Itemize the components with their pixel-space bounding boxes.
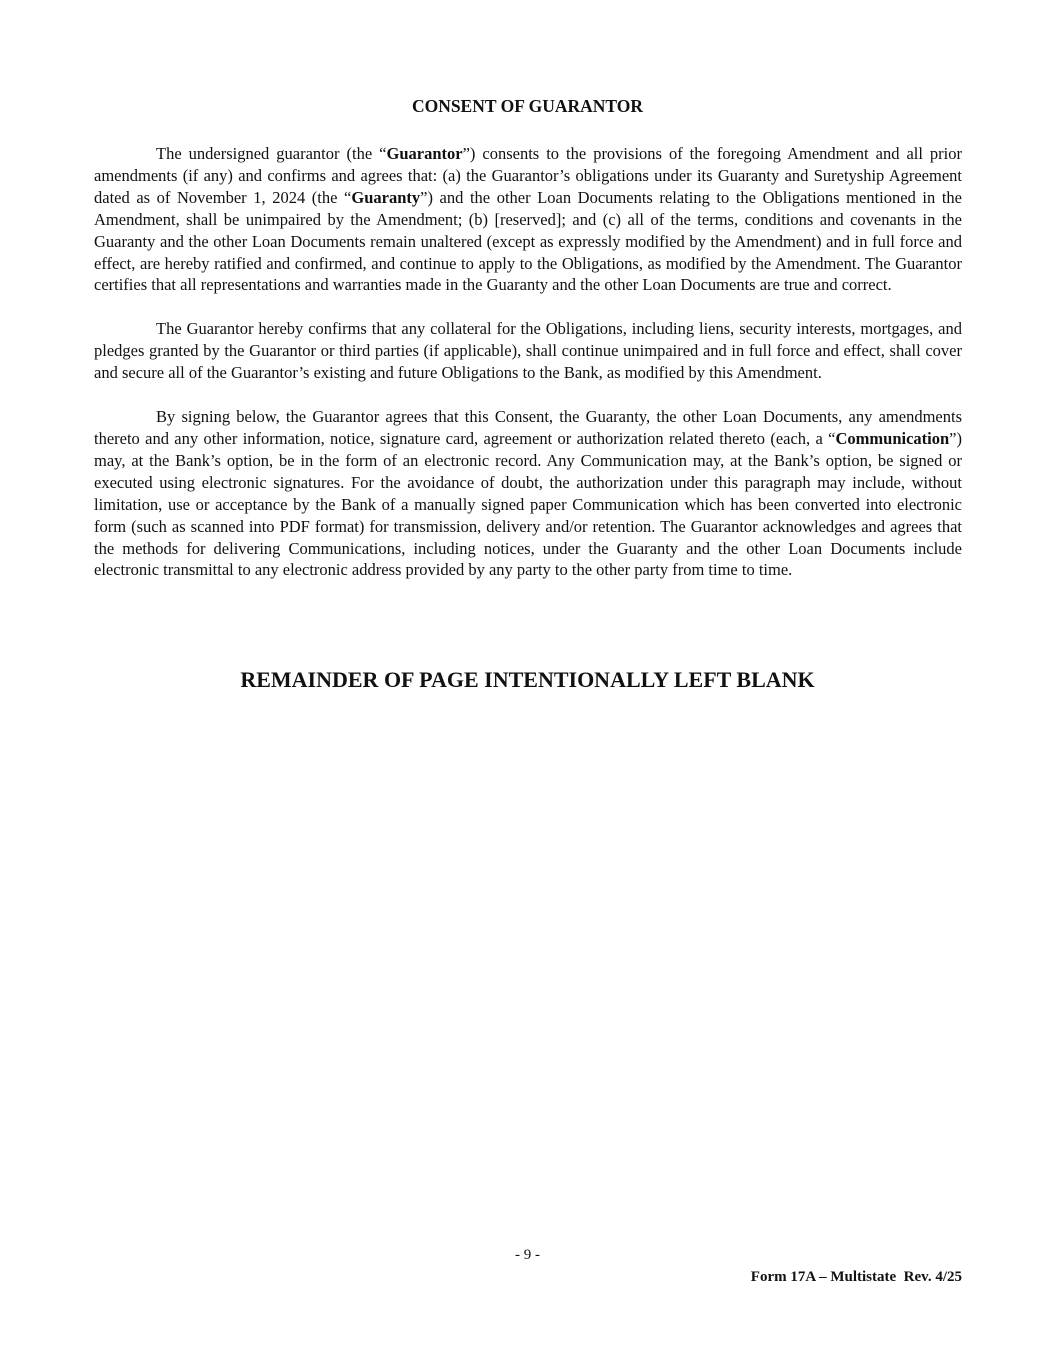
paragraph-collateral: The Guarantor hereby confirms that any collateral for the Obligations, including liens, security interests, mortgages, and pledges granted by the Guarantor or third parties (if applicable), shall continue unimpaired and in full force and effect, shall cover and secure all of the Guarantor’s existing and future Obligations to the Bank, as modified by this Amendment. xyxy=(94,319,962,383)
paragraph-consent-text-3: ”) and the other Loan Documents relating to the Obligations mentioned in the Amendment, shall be unimpaired by the Amendment; (b) [reserved]; and (c) all of the terms, conditions and covenants in the Guaranty and the other Loan Documents remain unaltered (except as expressly modified by the Amendment) and in full force and effect, are hereby ratified and confirmed, and continue to apply to the Obligations, as modified by the Amendment. The Guarantor certifies that all representations and warranties made in the Guaranty and the other Loan Documents are true and correct. xyxy=(94,187,962,295)
paragraph-electronic-records xyxy=(94,406,962,581)
paragraph-electronic-text-2: ”) may, at the Bank’s option, be in the form of an electronic record. Any Communication may, at the Bank’s option, be signed or executed using electronic signatures. For the avoidance of doubt, the authorization under this paragraph may include, without limitation, use or acceptance by the Bank of a manually signed paper Communication which has been converted into electronic form (such as scanned into PDF format) for transmission, delivery and/or retention. The Guarantor acknowledges and agrees that the methods for delivering Communications, including notices, under the Guaranty and the other Loan Documents include electronic transmittal to any electronic address provided by any party to the other party from time to time. xyxy=(94,428,962,580)
defined-term-guarantor: Guarantor xyxy=(386,144,463,163)
page-number: - 9 - xyxy=(515,1247,540,1263)
page-title: CONSENT OF GUARANTOR xyxy=(411,96,644,116)
form-identifier: Form 17A – Multistate Rev. 4/25 xyxy=(750,1269,962,1285)
paragraph-consent-text-1: The undersigned guarantor (the “ xyxy=(156,144,387,163)
paragraph-consent xyxy=(94,143,962,296)
defined-term-guaranty: Guaranty xyxy=(351,187,421,207)
defined-term-communication: Communication xyxy=(835,428,950,448)
document-body xyxy=(94,143,962,603)
intentionally-blank-notice: REMAINDER OF PAGE INTENTIONALLY LEFT BLANK xyxy=(240,667,815,692)
paragraph-consent-text-2: ”) consents to the provisions of the foregoing Amendment and all prior amendments (if any) and confirms and agrees that: (a) the Guarantor’s obligations under its Guaranty and Suretyship Agreement dated as of November 1, 2024 (the “ xyxy=(94,144,963,207)
paragraph-electronic-text-1: By signing below, the Guarantor agrees that this Consent, the Guaranty, the other Loan Documents, any amendments thereto and any other information, notice, signature card, agreement or authorization related thereto (each, a “ xyxy=(94,407,962,448)
